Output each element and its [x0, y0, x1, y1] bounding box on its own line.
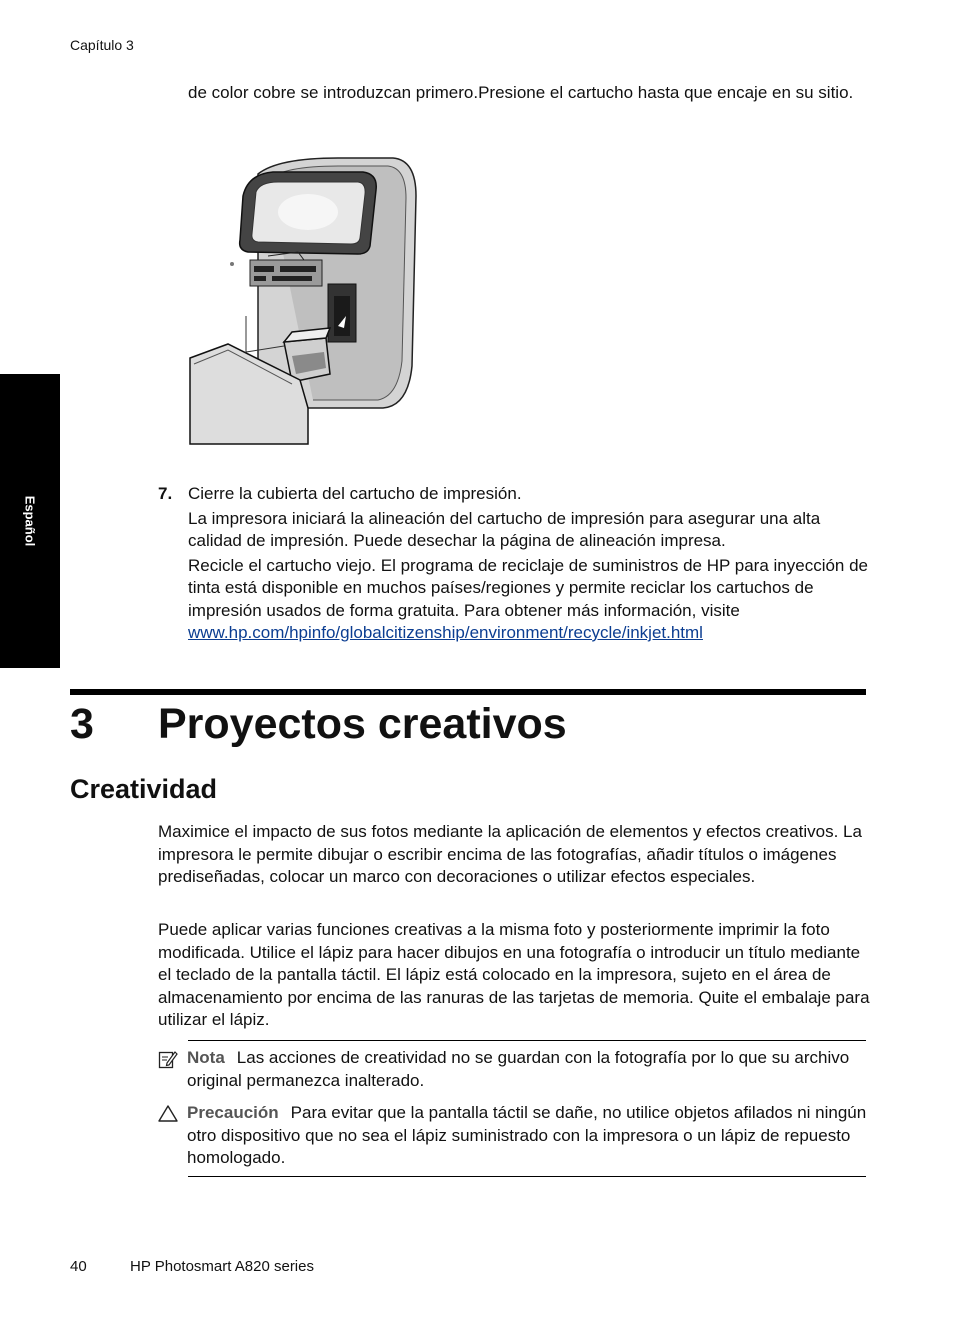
- note-text: Las acciones de creatividad no se guardan con la fotografía por lo que su archivo original permanezca inalterado.: [187, 1048, 850, 1090]
- printer-cartridge-insertion-illustration: [188, 156, 418, 446]
- step-7: [158, 483, 870, 647]
- step-paragraph-recycle: [188, 555, 870, 645]
- caution-label: Precaución: [187, 1103, 279, 1122]
- recycle-link[interactable]: www.hp.com/hpinfo/globalcitizenship/environment/recycle/inkjet.html: [188, 623, 703, 642]
- running-header-chapter: Capítulo 3: [70, 37, 134, 53]
- caution-bottom-rule: [188, 1176, 866, 1177]
- body-paragraph-1: Maximice el impacto de sus fotos mediante la aplicación de elementos y efectos creativos. La impresora le permite dibujar o escribir encima de las fotografías, añadir títulos o imágenes prediseñadas, colocar un marco con decoraciones o utilizar efectos especiales.: [158, 822, 862, 886]
- printer-cartridge-illustration: [188, 156, 418, 446]
- step-title: Cierre la cubierta del cartucho de impresión.: [188, 484, 522, 503]
- note-pencil-icon: [158, 1049, 178, 1069]
- section-title: Creatividad: [70, 774, 218, 804]
- note-top-rule: [188, 1040, 866, 1041]
- step-number: 7.: [158, 484, 173, 503]
- language-side-tab: [0, 374, 60, 668]
- note-block: [158, 1047, 870, 1092]
- step-body: [188, 483, 870, 645]
- note-label: Nota: [187, 1048, 225, 1067]
- step-paragraph-alignment: La impresora iniciará la alineación del cartucho de impresión para asegurar una alta calidad de impresión. Puede desechar la página de alineación impresa.: [188, 508, 821, 550]
- warning-triangle-icon: [158, 1104, 178, 1124]
- body-paragraph-2: Puede aplicar varias funciones creativas a la misma foto y posteriormente imprimir la foto modificada. Utilice el lápiz para hacer dibujos en una fotografía o introducir un título mediante el teclado de la pantalla táctil. El lápiz está colocado en la impresora, sujeto en el área de almacenamiento por encima de las ranuras de las tarjetas de memoria. Quite el embalaje para utilizar el lápiz.: [158, 920, 870, 1029]
- chapter-title: Proyectos creativos: [158, 700, 567, 748]
- chapter-rule: [70, 689, 866, 695]
- side-tab-label: Español: [22, 495, 38, 547]
- caution-block: [158, 1102, 870, 1170]
- intro-paragraph: de color cobre se introduzcan primero.Presione el cartucho hasta que encaje en su sitio.: [188, 83, 854, 102]
- chapter-number: 3: [70, 700, 94, 748]
- caution-text: Para evitar que la pantalla táctil se dañe, no utilice objetos afilados ni ningún otro dispositivo que no sea el lápiz suministrado con la impresora o un lápiz de repuesto homologado.: [187, 1103, 867, 1167]
- recycle-text: Recicle el cartucho viejo. El programa de reciclaje de suministros de HP para inyección de tinta está disponible en muchos países/regiones y permite reciclar los cartuchos de impresión usados de forma gratuita. Para obtener más información, visite: [188, 555, 869, 620]
- product-name: HP Photosmart A820 series: [130, 1258, 314, 1275]
- page-number: 40: [70, 1258, 87, 1275]
